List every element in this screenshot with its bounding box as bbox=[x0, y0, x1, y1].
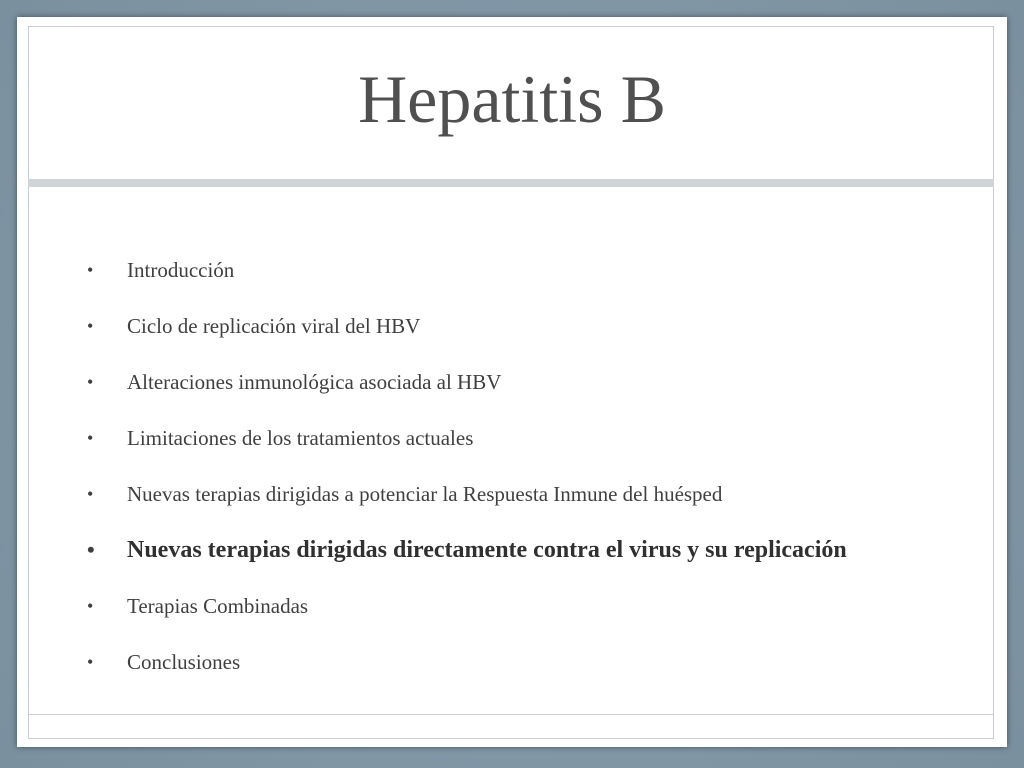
bullet-item-introduccion bbox=[87, 242, 967, 298]
bullet-label: Terapias Combinadas bbox=[127, 593, 309, 618]
bullet-icon: • bbox=[87, 315, 94, 336]
bullet-icon: • bbox=[87, 427, 94, 448]
bullet-item-terapias-antivirales bbox=[87, 522, 967, 578]
bullet-label: Introducción bbox=[127, 257, 235, 282]
bullet-icon: • bbox=[87, 259, 94, 280]
bullet-item-conclusiones bbox=[87, 634, 967, 690]
bullet-icon: • bbox=[87, 537, 95, 562]
slide bbox=[17, 17, 1007, 747]
bullet-label: Conclusiones bbox=[127, 649, 241, 674]
bullet-label: Ciclo de replicación viral del HBV bbox=[127, 313, 421, 338]
bullet-item-terapias-combinadas bbox=[87, 578, 967, 634]
bullet-item-limitaciones-tratamientos bbox=[87, 410, 967, 466]
footer-divider bbox=[28, 714, 994, 715]
bullet-item-ciclo-replicacion bbox=[87, 298, 967, 354]
bullet-label: Limitaciones de los tratamientos actuales bbox=[127, 425, 474, 450]
bullet-icon: • bbox=[87, 483, 94, 504]
bullet-label: Nuevas terapias dirigidas a potenciar la Respuesta Inmune del huésped bbox=[127, 481, 723, 506]
bullet-icon: • bbox=[87, 595, 94, 616]
bullet-item-terapias-respuesta-inmune bbox=[87, 466, 967, 522]
slide-title: Hepatitis B bbox=[358, 61, 666, 137]
bullet-label: Nuevas terapias dirigidas directamente contra el virus y su replicación bbox=[127, 536, 847, 563]
bullet-list bbox=[87, 242, 967, 690]
bullet-icon: • bbox=[87, 651, 94, 672]
bullet-label: Alteraciones inmunológica asociada al HBV bbox=[127, 369, 502, 394]
title-divider bbox=[28, 179, 994, 187]
bullet-item-alteraciones-inmunologicas bbox=[87, 354, 967, 410]
bullet-icon: • bbox=[87, 371, 94, 392]
